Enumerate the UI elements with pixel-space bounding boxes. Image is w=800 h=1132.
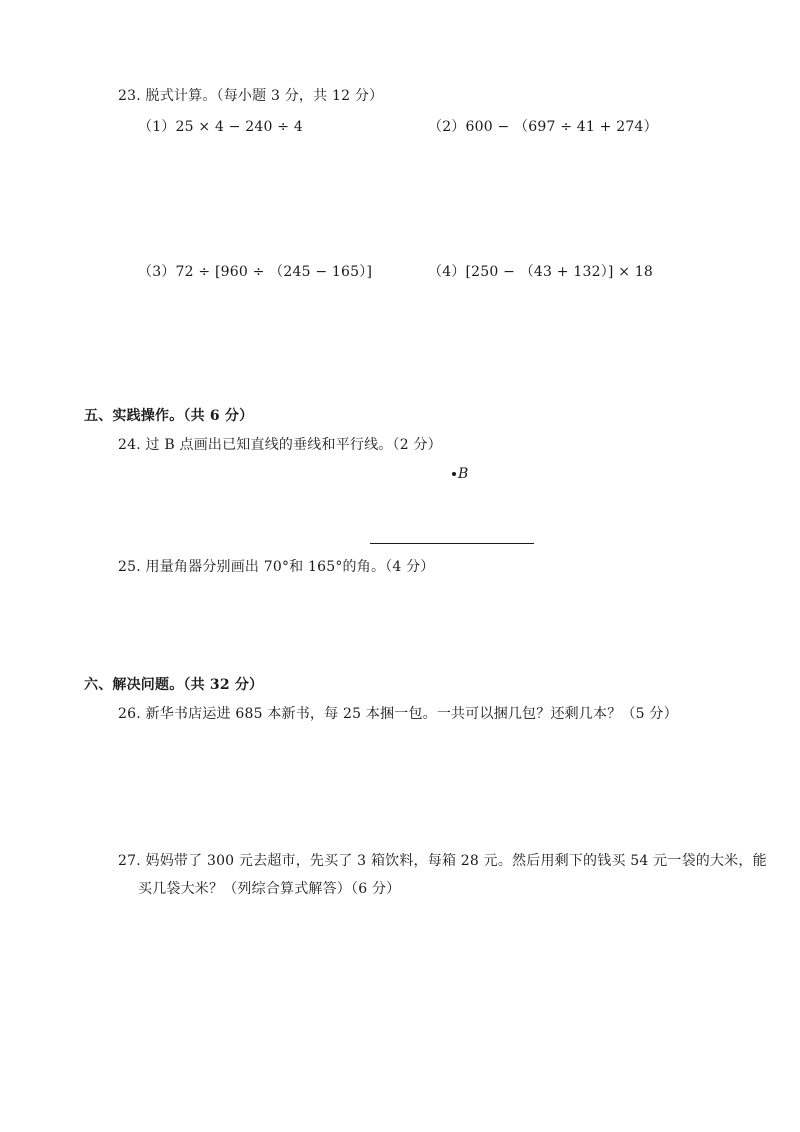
q23-item-3: （3）72 ÷ [960 ÷ （245 − 165）] — [138, 264, 373, 280]
q27-prompt-line-1: 27. 妈妈带了 300 元去超市，先买了 3 箱饮料，每箱 28 元。然后用剩下的钱买 54 元一袋的大米，能 — [118, 853, 767, 869]
point-b-label: B — [458, 466, 469, 482]
point-b-dot — [452, 472, 456, 476]
q23-item-1: （1）25 × 4 − 240 ÷ 4 — [138, 119, 303, 135]
given-straight-line — [370, 543, 534, 544]
q24-prompt: 24. 过 B 点画出已知直线的垂线和平行线。（2 分） — [118, 437, 442, 453]
section-5-heading: 五、实践操作。（共 6 分） — [84, 408, 254, 424]
q25-prompt: 25. 用量角器分别画出 70°和 165°的角。（4 分） — [118, 559, 435, 575]
point-b — [452, 466, 468, 482]
section-6-heading: 六、解决问题。（共 32 分） — [84, 677, 264, 693]
q27-prompt-line-2: 买几袋大米？（列综合算式解答）（6 分） — [138, 881, 401, 897]
q23-item-2: （2）600 − （697 ÷ 41 + 274） — [428, 119, 658, 135]
q23-item-4: （4）[250 − （43 + 132）] × 18 — [428, 264, 653, 280]
q23-prompt: 23. 脱式计算。（每小题 3 分，共 12 分） — [118, 88, 384, 104]
q26-prompt: 26. 新华书店运进 685 本新书，每 25 本捆一包。一共可以捆几包？还剩几本？（5 分） — [118, 706, 678, 722]
